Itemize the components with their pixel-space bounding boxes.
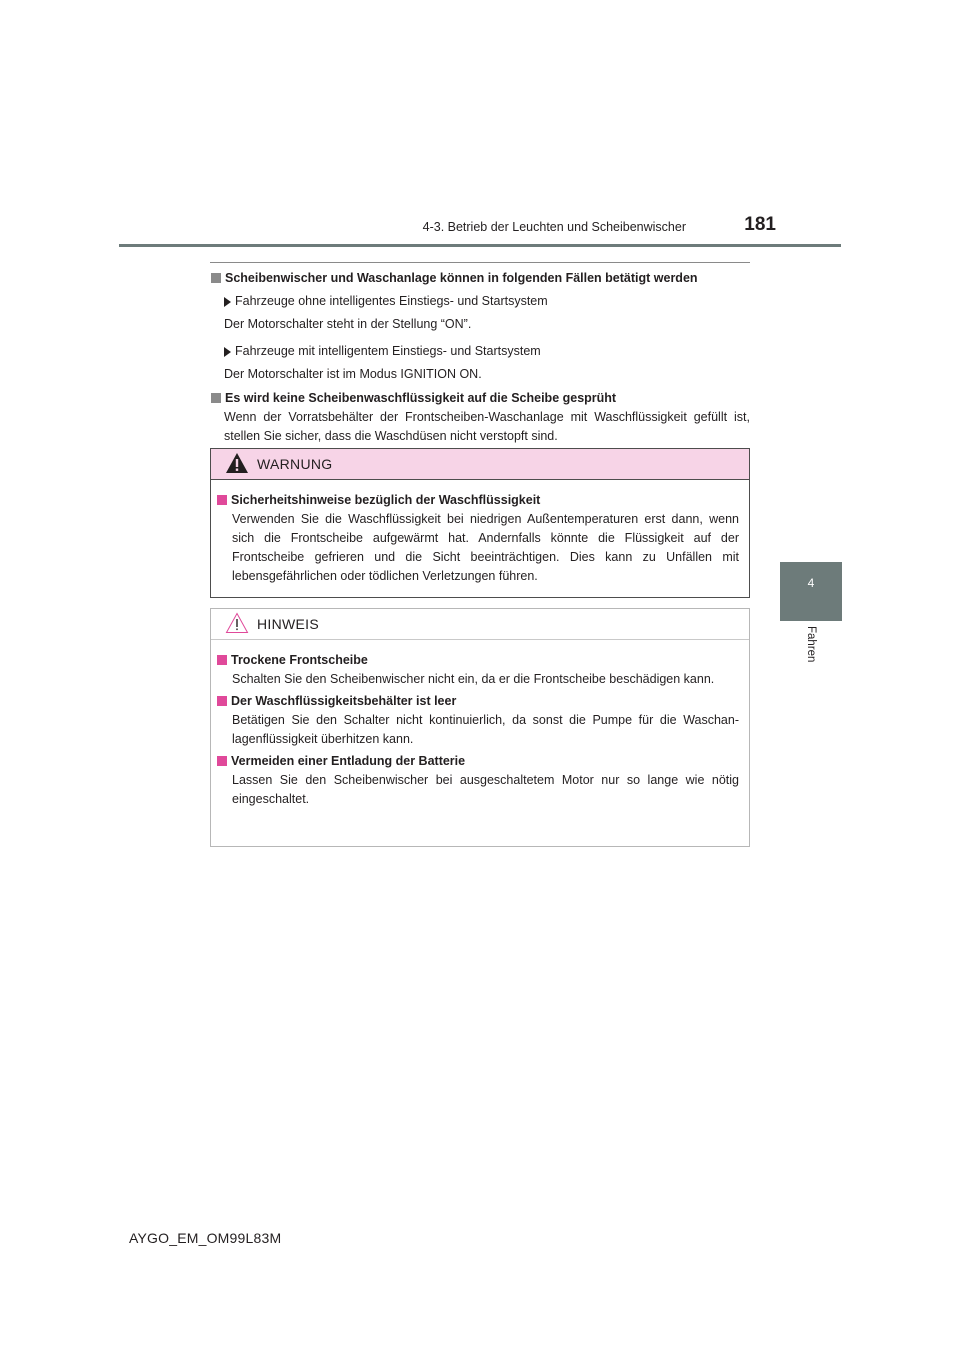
- square-bullet-icon: [217, 756, 227, 766]
- triangle-bullet-icon: [224, 297, 231, 307]
- notice-box-body: [211, 640, 749, 809]
- notice-text: Schalten Sie den Scheibenwischer nicht ein, da er die Frontscheibe beschädigen kann.: [232, 672, 715, 686]
- sub-item-label: Fahrzeuge ohne intelligentes Einstiegs- und Startsystem: [235, 294, 548, 308]
- square-bullet-icon: [217, 696, 227, 706]
- square-bullet-icon: [211, 393, 221, 403]
- header-section-title: 4-3. Betrieb der Leuchten und Scheibenwischer: [422, 220, 686, 234]
- square-bullet-icon: [217, 495, 227, 505]
- notice-item: [216, 650, 739, 689]
- header-rule: [119, 244, 841, 247]
- warning-heading: [216, 490, 739, 510]
- notice-heading: [216, 650, 739, 670]
- main-content: [210, 268, 750, 446]
- notice-text: Lassen Sie den Scheibenwischer bei ausgeschaltetem Motor nur so lange wie nötig eingeschaltet.: [232, 773, 739, 806]
- body-text: Der Motorschalter ist im Modus IGNITION ON.: [224, 367, 482, 381]
- notice-heading-text: Der Waschflüssigkeitsbehälter ist leer: [231, 694, 457, 708]
- notice-heading-text: Vermeiden einer Entladung der Batterie: [231, 754, 466, 768]
- notice-box-header: [211, 609, 749, 640]
- sub-item: [224, 292, 750, 311]
- document-id: AYGO_EM_OM99L83M: [129, 1230, 282, 1246]
- page-number: 181: [744, 214, 776, 235]
- chapter-label: Fahren: [805, 626, 817, 663]
- square-bullet-icon: [211, 273, 221, 283]
- triangle-bullet-icon: [224, 347, 231, 357]
- warning-box-header: [211, 449, 749, 480]
- caution-triangle-icon: [225, 612, 249, 634]
- warning-box-body: [211, 480, 749, 586]
- notice-text: Betätigen Sie den Schalter nicht kontinuierlich, da sonst die Pumpe für die Waschan-lagenflüssigkeit überhitzen kann.: [232, 713, 739, 746]
- section-heading: [210, 268, 750, 288]
- content-divider: [210, 262, 750, 263]
- notice-item: [216, 751, 739, 809]
- body-text: Der Motorschalter steht in der Stellung “ON”.: [224, 317, 472, 331]
- chapter-tab: [780, 562, 842, 621]
- sub-item: [224, 342, 750, 361]
- warning-heading-text: Sicherheitshinweise bezüglich der Waschflüssigkeit: [231, 493, 541, 507]
- notice-box-title: HINWEIS: [257, 616, 319, 632]
- notice-box: [210, 608, 750, 847]
- section-heading-text: Scheibenwischer und Waschanlage können in folgenden Fällen betätigt werden: [225, 271, 698, 285]
- sub-item-label: Fahrzeuge mit intelligentem Einstiegs- und Startsystem: [235, 344, 541, 358]
- body-text: Wenn der Vorratsbehälter der Frontscheiben-Waschanlage mit Waschflüssigkeit gefüllt ist, stellen Sie sicher, dass die Waschdüsen nicht verstopft sind.: [224, 410, 750, 443]
- square-bullet-icon: [217, 655, 227, 665]
- notice-item: [216, 691, 739, 749]
- notice-heading: [216, 691, 739, 711]
- warning-text: Verwenden Sie die Waschflüssigkeit bei niedrigen Außentemperaturen erst dann, wenn sich die Frontscheibe aufgewärmt hat. Andernfalls könnte die Flüssigkeit auf der Frontscheibe gefrieren und die Sicht beeinträchtigen. Dies kann zu Unfällen mit lebensgefährlichen oder tödlichen Verletzungen führen.: [232, 512, 739, 583]
- notice-heading: [216, 751, 739, 771]
- warning-triangle-icon: [225, 452, 249, 474]
- warning-box: [210, 448, 750, 598]
- notice-heading-text: Trockene Frontscheibe: [231, 653, 368, 667]
- section-heading-text: Es wird keine Scheibenwaschflüssigkeit auf die Scheibe gesprüht: [225, 391, 617, 405]
- section-heading: [210, 388, 750, 408]
- chapter-number: 4: [807, 576, 815, 590]
- warning-box-title: WARNUNG: [257, 456, 333, 472]
